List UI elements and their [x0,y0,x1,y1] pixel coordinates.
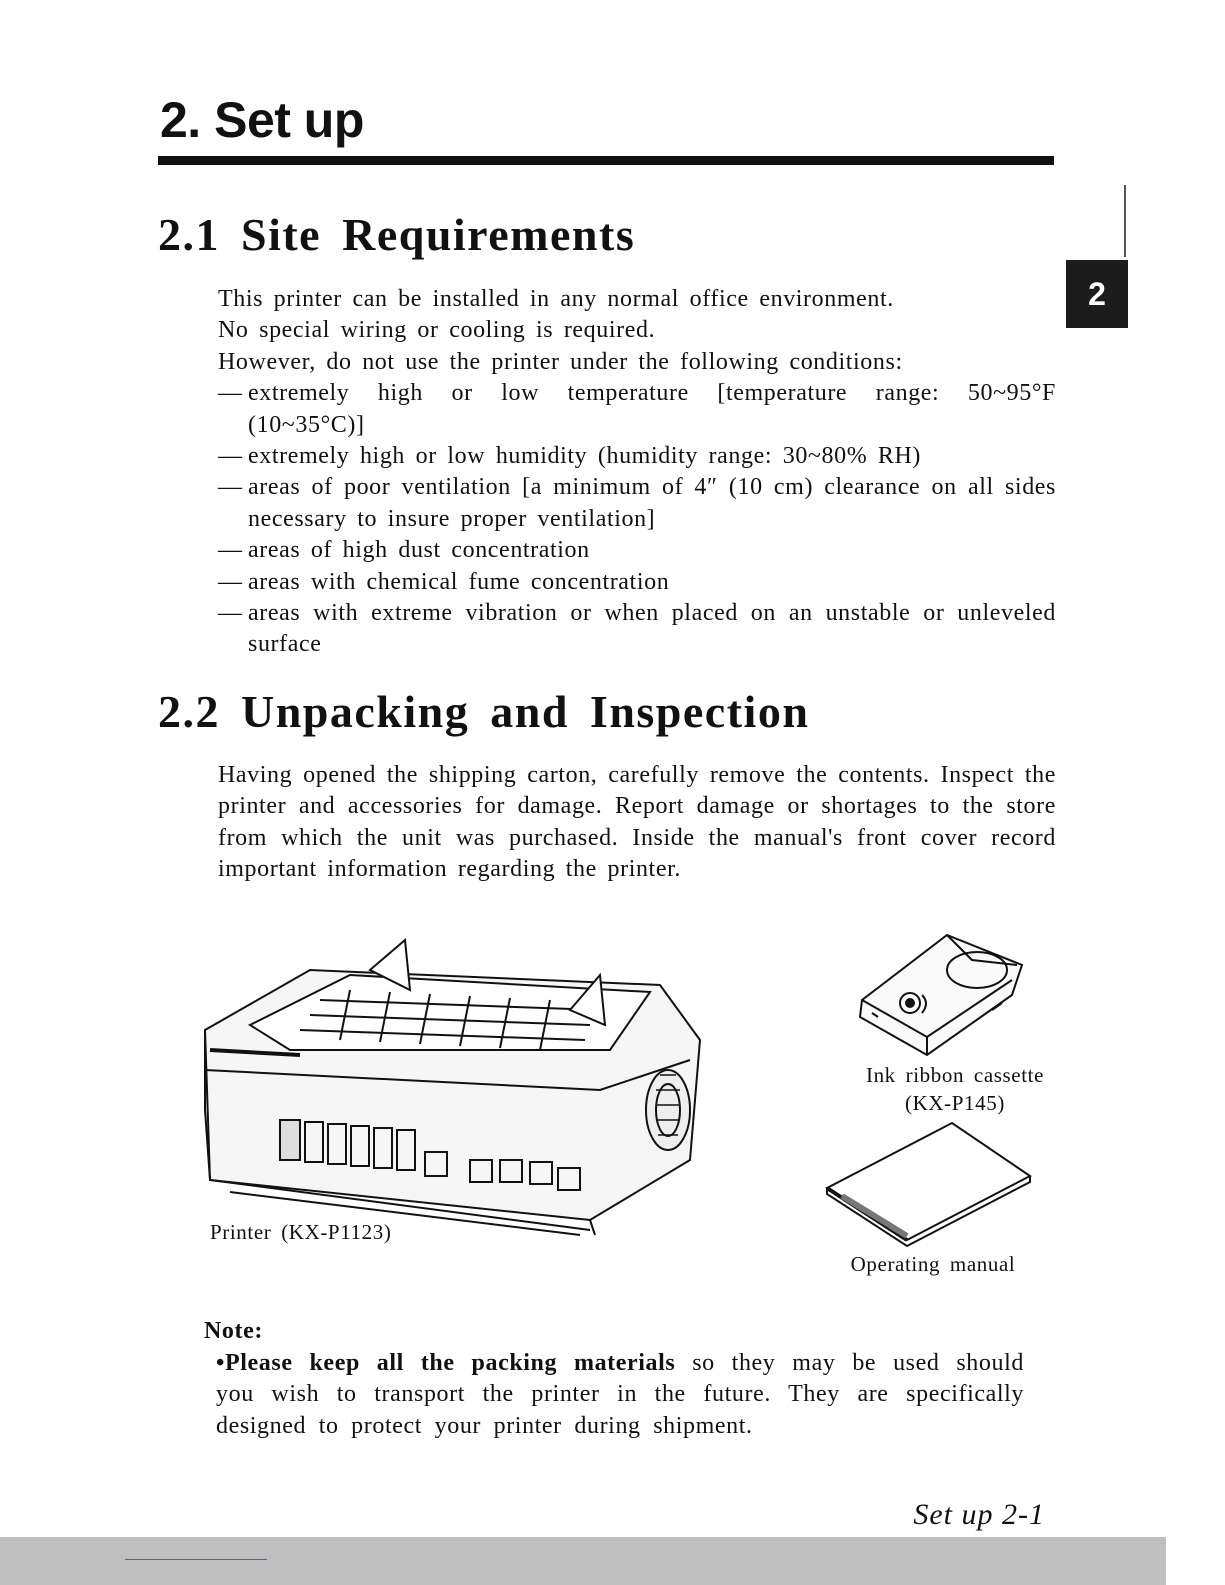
note-label: Note: [204,1318,263,1344]
ribbon-caption-model: (KX-P145) [905,1091,1005,1115]
condition-item [218,472,1056,535]
condition-item [218,535,1056,566]
dash-marker: — [218,537,243,564]
dash-marker: — [218,568,243,595]
printer-caption: Printer (KX-P1123) [210,1220,392,1244]
operating-manual-illustration [822,1118,1034,1250]
unpacking-body: Having opened the shipping carton, carefully remove the contents. Inspect the printer and accessories for damage. Report damage or shortages to the store from which the unit was purchased. Inside the manual's front cover record important information regarding the printer. [218,762,1056,883]
note-bold-text: Please keep all the packing materials [225,1349,676,1376]
bottom-link-underline [125,1559,267,1560]
page-footer-label: Set up 2-1 [913,1498,1045,1531]
printer-illustration [190,930,710,1250]
note-body-text: so they may be used should you wish to transport the printer in the future. They are specifically designed to protect your printer during shipment. [216,1349,1024,1439]
condition-text: areas with extreme vibration or when placed on an unstable or unleveled surface [248,600,1056,658]
manual-caption: Operating manual [850,1252,1016,1276]
chapter-title-rule [158,156,1054,165]
ribbon-caption-line: Ink ribbon cassette [865,1063,1045,1087]
dash-marker: — [218,474,243,501]
ink-ribbon-cassette-illustration [852,925,1032,1060]
condition-text: areas with chemical fume concentration [248,568,670,595]
condition-item [218,567,1056,598]
ribbon-caption [840,1061,1070,1117]
section-heading-unpacking: 2.2 Unpacking and Inspection [158,686,810,737]
condition-text: areas of high dust concentration [248,537,590,564]
condition-text: extremely high or low humidity (humidity range: 30~80% RH) [248,443,922,470]
intro-line: No special wiring or cooling is required. [218,317,656,344]
condition-item [218,441,1056,472]
intro-line: This printer can be installed in any normal office environment. [218,286,894,312]
intro-line: However, do not use the printer under the following conditions: [218,348,903,375]
dash-marker: — [218,600,243,627]
dash-marker: — [218,380,243,407]
section-heading-site-requirements: 2.1 Site Requirements [158,209,636,260]
condition-item [218,598,1056,661]
note-bullet: • [216,1349,226,1376]
condition-item [218,378,1056,441]
chapter-title: 2. Set up [160,92,364,148]
scan-bottom-bar [0,1537,1166,1585]
chapter-tab: 2 [1066,260,1128,328]
note-block [204,1316,1042,1442]
margin-rule [1124,185,1126,257]
condition-text: areas of poor ventilation [a minimum of 4″ (10 cm) clearance on all sides necessary to insure proper ventilation] [248,474,1056,532]
condition-text: extremely high or low temperature [temperature range: 50~95°F (10~35°C)] [248,380,1056,438]
site-requirements-body [218,284,1056,661]
dash-marker: — [218,443,243,470]
note-text [204,1348,1042,1443]
